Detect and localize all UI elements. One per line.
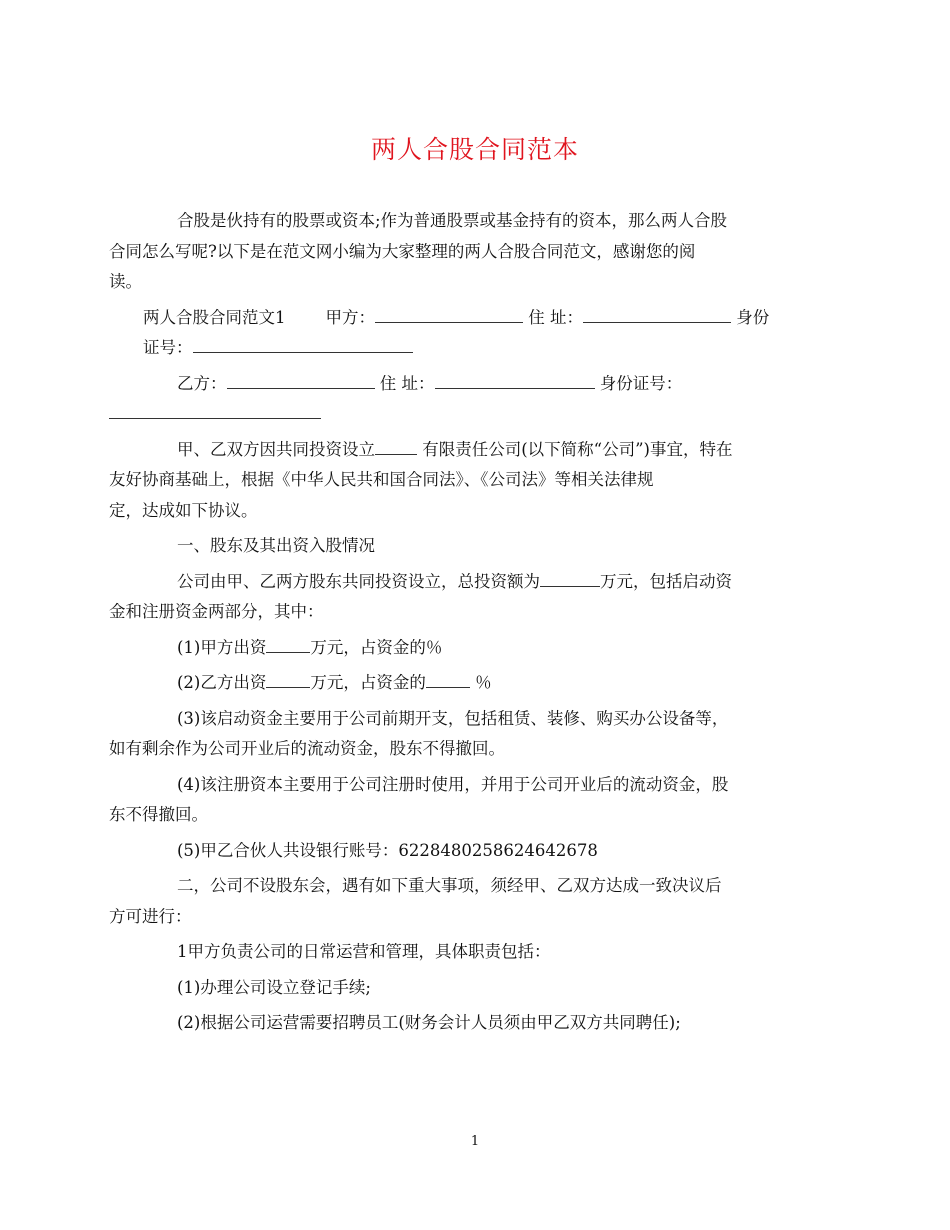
- item-text: ％: [475, 673, 492, 692]
- party-a-id-blank: [193, 334, 413, 353]
- intro-line: 合同怎么写呢?以下是在范文网小编为大家整理的两人合股合同范文，感谢您的阅: [109, 241, 696, 261]
- party-b-line: [143, 369, 815, 400]
- party-a-paragraph: [143, 303, 815, 364]
- section2-paragraph: [109, 871, 815, 932]
- party-a-id-label: 身份: [736, 307, 770, 327]
- item-line: (3)该启动资金主要用于公司前期开支，包括租赁、装修、购买办公设备等，: [177, 708, 729, 728]
- party-b-id-label: 身份证号：: [599, 373, 683, 393]
- document-body: [109, 206, 815, 1044]
- section2-line: 方可进行：: [109, 906, 192, 926]
- company-name-blank: [375, 436, 417, 455]
- duty-heading: 1甲方负责公司的日常运营和管理，具体职责包括：: [177, 942, 551, 961]
- party-a-name-blank: [375, 304, 523, 323]
- party-b-amount-blank: [266, 669, 310, 688]
- investment-paragraph: [109, 567, 815, 628]
- party-b-paragraph: [143, 369, 815, 430]
- preamble-line: [143, 435, 815, 466]
- item-text: 万元，占资金的％: [310, 637, 443, 657]
- party-b-address-blank: [435, 370, 595, 389]
- party-a-address-label: 住 址：: [528, 307, 583, 327]
- page-number: 1: [470, 1134, 480, 1149]
- party-a-line: [143, 333, 815, 364]
- total-investment-blank: [540, 568, 600, 587]
- party-b-label: 乙方：: [177, 373, 227, 393]
- party-b-id-blank: [109, 400, 321, 419]
- item-5: (5)甲乙合伙人共设银行账号：6228480258624642678: [177, 840, 598, 860]
- investment-line: [143, 567, 815, 598]
- item-line: (4)该注册资本主要用于公司注册时使用，并用于公司开业后的流动资金，股: [177, 774, 729, 794]
- item-4: [109, 770, 815, 831]
- duty-item: (1)办理公司设立登记手续;: [177, 977, 371, 997]
- item-line: 如有剩余作为公司开业后的流动资金，股东不得撤回。: [109, 739, 505, 758]
- section1-heading: 一、股东及其出资入股情况: [177, 536, 375, 555]
- party-a-amount-blank: [266, 634, 310, 653]
- preamble-paragraph: [109, 435, 815, 527]
- party-a-address-blank: [583, 304, 731, 323]
- preamble-text: 甲、乙双方因共同投资设立: [177, 439, 375, 459]
- party-b-line: [143, 399, 815, 430]
- sample-heading: 两人合股合同范文1: [143, 307, 286, 327]
- intro-line: 读。: [109, 272, 142, 291]
- section2-line: 二，公司不设股东会，遇有如下重大事项，须经甲、乙双方达成一致决议后: [177, 876, 722, 895]
- preamble-line: 定，达成如下协议。: [109, 500, 258, 520]
- preamble-line: 友好协商基础上，根据《中华人民共和国合同法》、《公司法》等相关法律规: [109, 470, 654, 489]
- duty-item: (2)根据公司运营需要招聘员工(财务会计人员须由甲乙双方共同聘任);: [177, 1013, 681, 1032]
- party-a-id-label-cont: 证号：: [143, 338, 193, 357]
- intro-line: 合股是伙持有的股票或资本;作为普通股票或基金持有的资本，那么两人合股: [177, 211, 728, 230]
- item-text: (2)乙方出资: [177, 673, 267, 692]
- investment-text: 万元，包括启动资: [600, 571, 732, 591]
- party-b-percent-blank: [426, 669, 470, 688]
- investment-line: 金和注册资金两部分，其中：: [109, 602, 324, 621]
- preamble-text: 有限责任公司(以下简称“公司”)事宜，特在: [422, 439, 733, 459]
- party-b-name-blank: [227, 370, 375, 389]
- document-title: 两人合股合同范本: [370, 135, 579, 164]
- party-b-address-label: 住 址：: [379, 373, 435, 393]
- item-2: [143, 668, 815, 699]
- item-text: 万元，占资金的: [310, 673, 426, 692]
- party-a-label: 甲方：: [325, 307, 375, 327]
- item-line: 东不得撤回。: [109, 805, 208, 824]
- item-1: [143, 633, 815, 664]
- item-text: (1)甲方出资: [177, 637, 267, 657]
- intro-paragraph: [109, 206, 815, 298]
- party-a-line: [143, 303, 815, 334]
- investment-text: 公司由甲、乙两方股东共同投资设立，总投资额为: [177, 571, 540, 591]
- item-3: [109, 704, 815, 765]
